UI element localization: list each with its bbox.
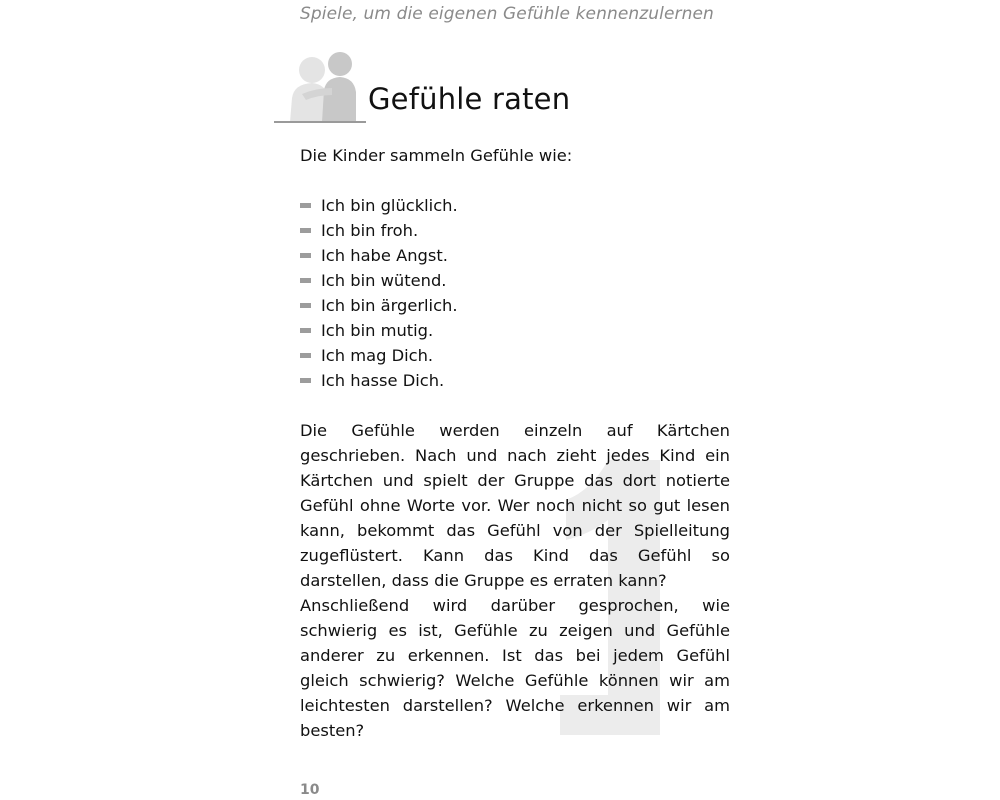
- intro-text: Die Kinder sammeln Gefühle wie:: [300, 146, 573, 165]
- two-children-hugging-icon: [282, 48, 362, 122]
- bullet-square-icon: [300, 328, 311, 333]
- bullet-square-icon: [300, 303, 311, 308]
- list-item: Ich bin glücklich.: [300, 193, 730, 218]
- list-item: Ich hasse Dich.: [300, 368, 730, 393]
- bullet-square-icon: [300, 278, 311, 283]
- bullet-square-icon: [300, 253, 311, 258]
- title-divider: [274, 121, 366, 123]
- list-item: Ich mag Dich.: [300, 343, 730, 368]
- body-paragraph-1: Die Gefühle werden einzeln auf Kärtchen geschrieben. Nach und nach zieht jedes Kind ein Kärtchen und spielt der Gruppe das dort notierte Gefühl ohne Worte vor. Wer noch nicht so gut lesen kann, bekommt das Gefühl von der Spielleitung zugeflüstert. Kann das Kind das Gefühl so darstellen, dass die Gruppe es erraten kann?: [300, 421, 730, 590]
- list-item: Ich bin wütend.: [300, 268, 730, 293]
- bullet-square-icon: [300, 228, 311, 233]
- page-number: 10: [300, 782, 320, 798]
- list-item: Ich bin mutig.: [300, 318, 730, 343]
- running-header: Spiele, um die eigenen Gefühle kennenzulernen: [300, 4, 714, 24]
- section-title: Gefühle raten: [368, 82, 571, 116]
- bullet-square-icon: [300, 353, 311, 358]
- bullet-square-icon: [300, 378, 311, 383]
- main-content: [300, 143, 730, 743]
- feelings-list: [300, 193, 730, 393]
- list-item: Ich bin froh.: [300, 218, 730, 243]
- list-item: Ich bin ärgerlich.: [300, 293, 730, 318]
- body-paragraph-2: Anschließend wird darüber gesprochen, wie schwierig es ist, Gefühle zu zeigen und Gefühle anderer zu erkennen. Ist das bei jedem Gefühl gleich schwierig? Welche Gefühle können wir am leichtesten darstellen? Welche erkennen wir am besten?: [300, 596, 730, 740]
- bullet-square-icon: [300, 203, 311, 208]
- list-item: Ich habe Angst.: [300, 243, 730, 268]
